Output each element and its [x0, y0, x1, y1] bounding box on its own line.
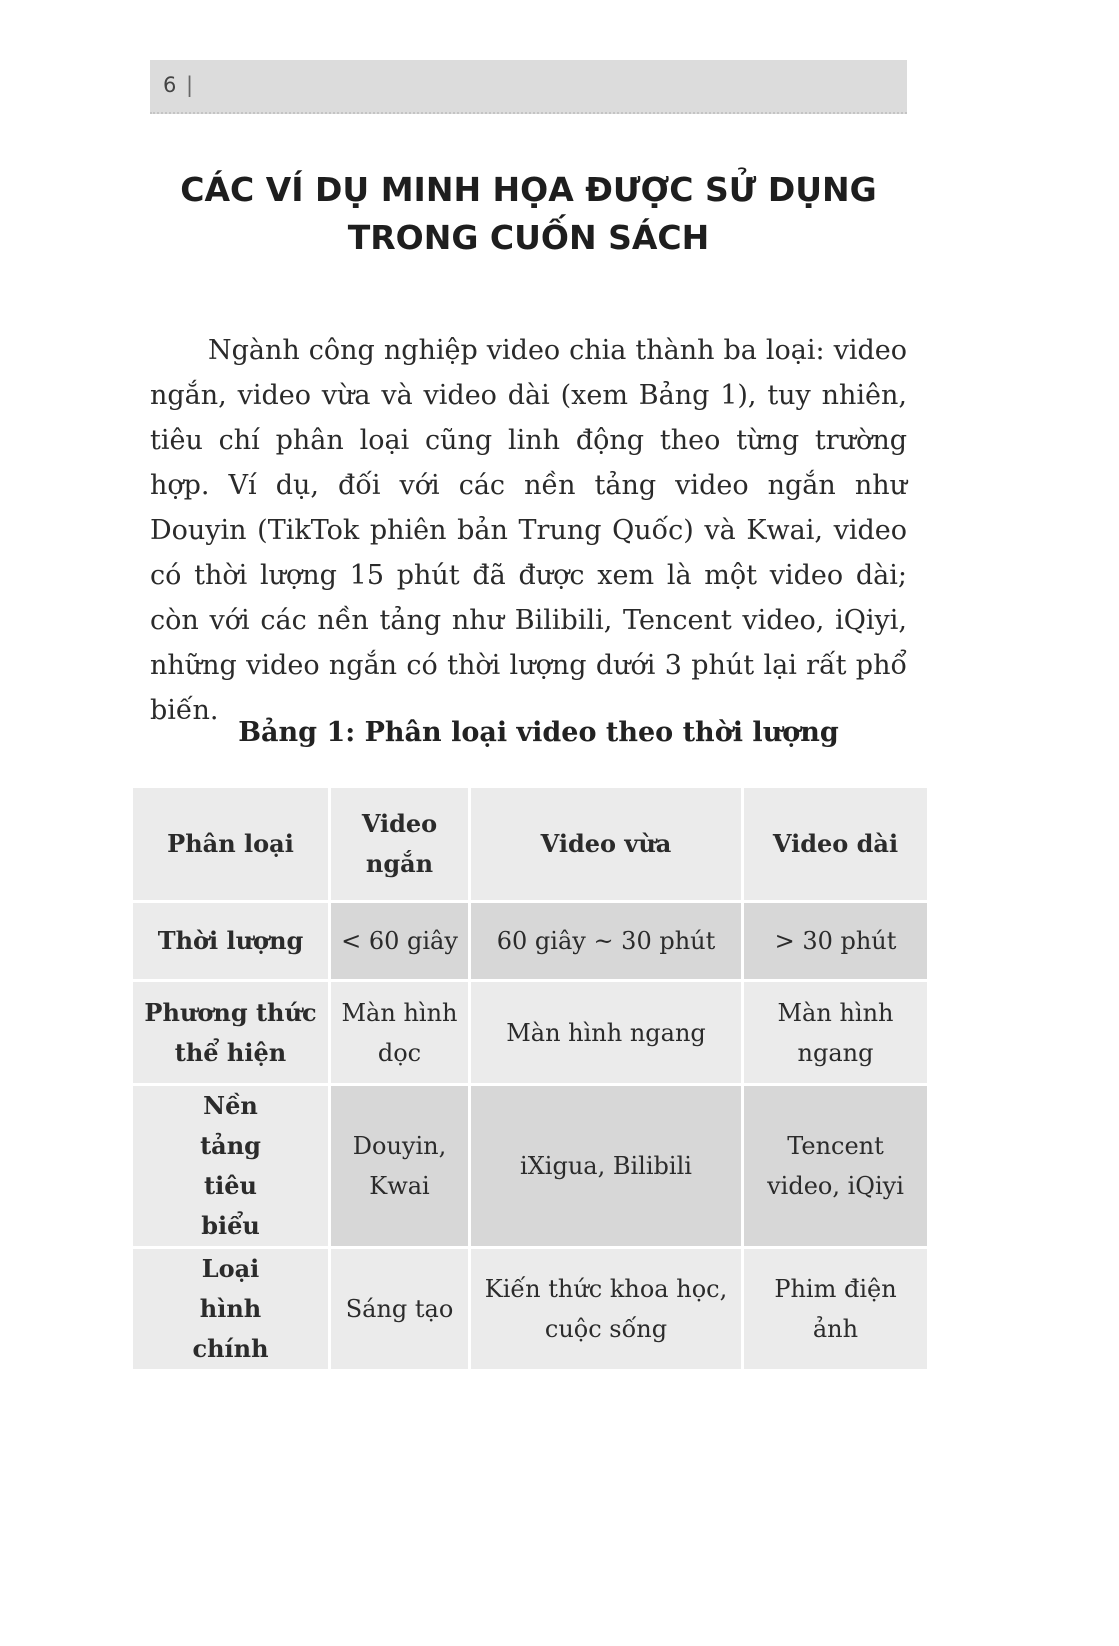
- table-caption: Bảng 1: Phân loại video theo thời lượng: [238, 717, 839, 748]
- body-paragraph: Ngành công nghiệp video chia thành ba loại: video ngắn, video vừa và video dài (xem Bảng 1), tuy nhiên, tiêu chí phân loại cũng linh động theo từng trường hợp. Ví dụ, đối với các nền tảng video ngắn như Douyin (TikTok phiên bản Trung Quốc) và Kwai, video có thời lượng 15 phút đã được xem là một video dài; còn với các nền tảng như Bilibili, Tencent video, iQiyi, những video ngắn có thời lượng dưới 3 phút lại rất phổ biến.: [150, 335, 907, 726]
- table-row: [132, 1085, 929, 1248]
- table-cell: Kiến thức khoa học, cuộc sống: [470, 1248, 743, 1371]
- chapter-title-line-2: TRONG CUỐN SÁCH: [347, 218, 710, 257]
- table-cell: Douyin, Kwai: [330, 1085, 470, 1248]
- table-cell: > 30 phút: [743, 902, 929, 981]
- table-header-cell: Video dài: [743, 787, 929, 902]
- table-cell: Sáng tạo: [330, 1248, 470, 1371]
- chapter-title-line-1: CÁC VÍ DỤ MINH HỌA ĐƯỢC SỬ DỤNG: [180, 170, 877, 209]
- video-classification-table: [130, 785, 930, 1372]
- table-cell: Màn hình ngang: [470, 981, 743, 1085]
- page-header-bar: [150, 60, 907, 114]
- table-header-cell: Phân loại: [132, 787, 330, 902]
- table-row: [132, 1248, 929, 1371]
- table-header-cell: Video ngắn: [330, 787, 470, 902]
- chapter-title: [150, 166, 907, 262]
- table-row-label: Phương thức thể hiện: [132, 981, 330, 1085]
- table-row-label: Loại hình chính: [132, 1248, 330, 1371]
- table-cell: Màn hình ngang: [743, 981, 929, 1085]
- table-header-row: [132, 787, 929, 902]
- table-row-label: Thời lượng: [132, 902, 330, 981]
- table-row-label: Nền tảng tiêu biểu: [132, 1085, 330, 1248]
- table-cell: Màn hình dọc: [330, 981, 470, 1085]
- table-cell: 60 giây ~ 30 phút: [470, 902, 743, 981]
- table-cell: Phim điện ảnh: [743, 1248, 929, 1371]
- table-cell: iXigua, Bilibili: [470, 1085, 743, 1248]
- table-header-cell: Video vừa: [470, 787, 743, 902]
- page-number-separator: |: [186, 73, 194, 97]
- table-row: [132, 902, 929, 981]
- table-cell: < 60 giây: [330, 902, 470, 981]
- page-number: 6: [163, 73, 178, 97]
- table-row: [132, 981, 929, 1085]
- table-cell: Tencent video, iQiyi: [743, 1085, 929, 1248]
